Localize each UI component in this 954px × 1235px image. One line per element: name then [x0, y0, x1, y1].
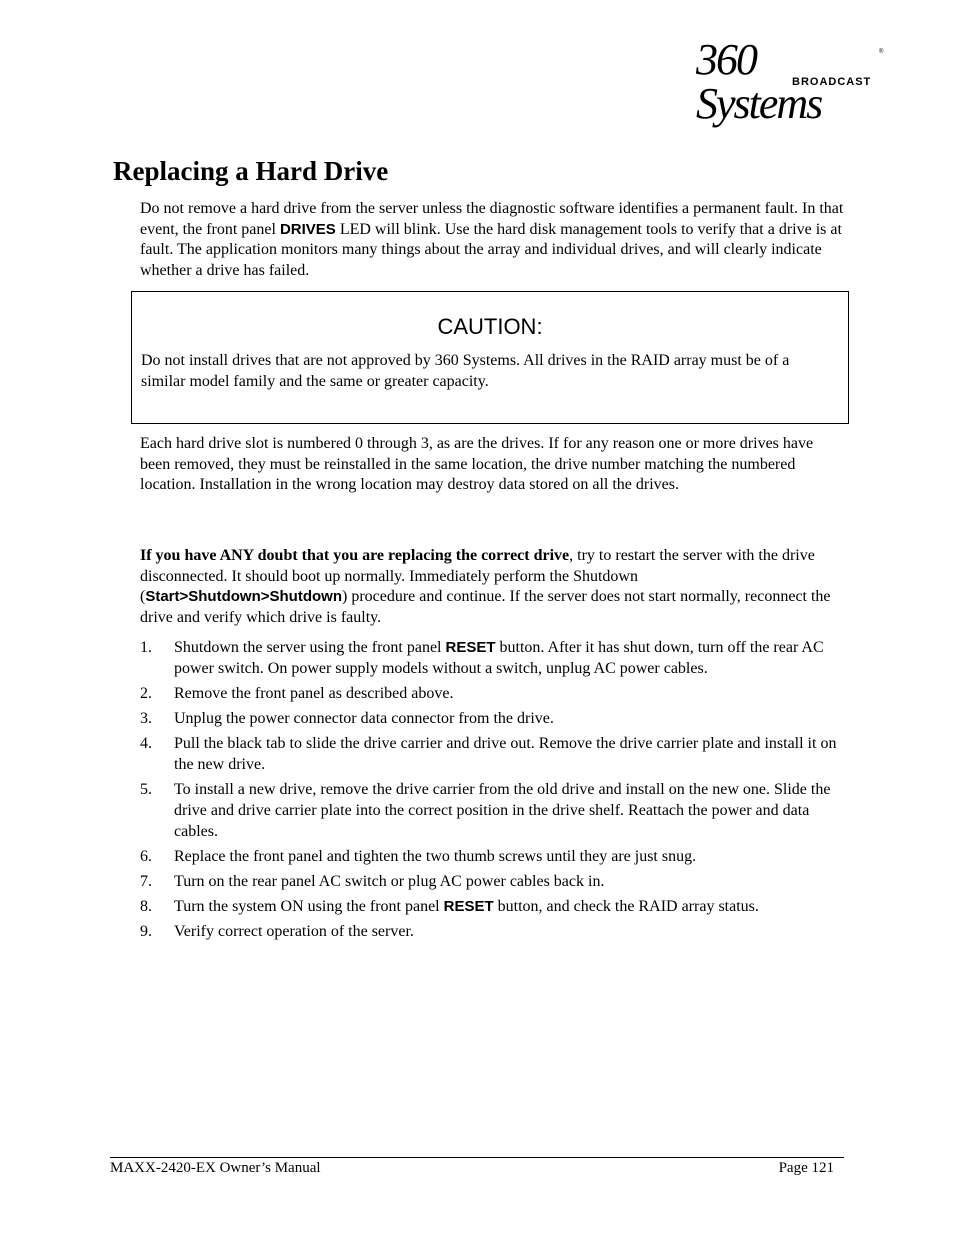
list-item — [140, 847, 845, 868]
step-number: 2. — [140, 684, 152, 702]
caution-box — [131, 291, 849, 424]
step-number: 5. — [140, 781, 152, 799]
list-item — [140, 780, 845, 842]
footer-divider — [110, 1157, 844, 1158]
step-number: 8. — [140, 898, 152, 916]
step-number: 7. — [140, 873, 152, 891]
list-item — [140, 897, 845, 918]
reset-button-label: RESET — [445, 639, 496, 656]
step-text: Turn on the rear panel AC switch or plug AC power cables back in. — [174, 873, 605, 891]
logo-wordmark: 360 Systems — [696, 35, 822, 128]
doubt-paragraph — [140, 546, 845, 629]
company-logo — [696, 35, 890, 128]
list-item — [140, 709, 845, 730]
step-text-end: button, and check the RAID array status. — [493, 898, 759, 916]
step-text-end: button. After it has shut down, turn off the rear AC power switch. On power supply models without a switch, unplug AC power cables. — [174, 639, 824, 677]
list-item — [140, 684, 845, 705]
list-item — [140, 922, 845, 943]
step-text: Pull the black tab to slide the drive carrier and drive out. Remove the drive carrier plate and install it on the new drive. — [174, 735, 837, 774]
step-number: 3. — [140, 710, 152, 728]
step-number: 1. — [140, 639, 152, 656]
step-text: Unplug the power connector data connector from the drive. — [174, 710, 554, 728]
shutdown-command: Start>Shutdown>Shutdown — [145, 588, 342, 606]
steps-list — [140, 638, 845, 948]
list-item — [140, 734, 845, 775]
step-text: Turn the system ON using the front panel — [174, 898, 444, 916]
doubt-text-a: , try to restart the server with the drive disconnected. It should boot up normally. Immediately perform the Shutdown ( — [140, 547, 815, 606]
intro-text-a: Do not remove a hard drive from the server unless the diagnostic software identifies a permanent fault. In that event, the front panel — [140, 200, 844, 238]
intro-paragraph — [140, 199, 845, 282]
page-title: Replacing a Hard Drive — [113, 156, 389, 186]
step-text: Verify correct operation of the server. — [174, 923, 414, 941]
step-text: Remove the front panel as described above. — [174, 684, 454, 702]
step-text: Replace the front panel and tighten the two thumb screws until they are just snug. — [174, 847, 697, 865]
drives-led-label: DRIVES — [279, 220, 336, 238]
step-text: Shutdown the server using the front panel — [174, 639, 446, 656]
footer-page-number: Page 121 — [778, 1160, 834, 1176]
caution-title: CAUTION: — [437, 314, 543, 339]
list-item — [140, 872, 845, 893]
doubt-text-b: ) procedure and continue. If the server does not start normally, reconnect the drive and verify which drive is faulty. — [140, 588, 831, 627]
logo-registered-mark: ® — [879, 49, 884, 55]
reset-button-label: RESET — [443, 898, 494, 916]
footer-manual-title: MAXX-2420-EX Owner’s Manual — [110, 1160, 321, 1176]
logo-subtitle: BROADCAST — [792, 76, 872, 88]
step-text: To install a new drive, remove the drive carrier from the old drive and install on the new one. Slide the drive and drive carrier plate into the correct position in the drive shelf. Reattach the power and data cables. — [174, 781, 831, 840]
caution-text: Do not install drives that are not approved by 360 Systems. All drives in the RAID array must be of a similar model family and the same or greater capacity. — [141, 352, 790, 390]
intro-text-c: LED will blink. Use the hard disk management tools to verify that a drive is at fault. The application monitors many things about the array and individual drives, and will clearly indicate whether a drive has failed. — [140, 220, 842, 280]
step-number: 4. — [140, 735, 152, 753]
list-item — [140, 638, 845, 679]
slots-paragraph: Each hard drive slot is numbered 0 through 3, as are the drives. If for any reason one or more drives have been removed, they must be reinstalled in the same location, the drive number matching the numbered location. Installation in the wrong location may destroy data stored on all the drives. — [140, 435, 814, 494]
step-number: 6. — [140, 847, 152, 865]
doubt-bold: If you have ANY doubt that you are replacing the correct drive — [140, 547, 570, 564]
step-number: 9. — [140, 923, 152, 941]
